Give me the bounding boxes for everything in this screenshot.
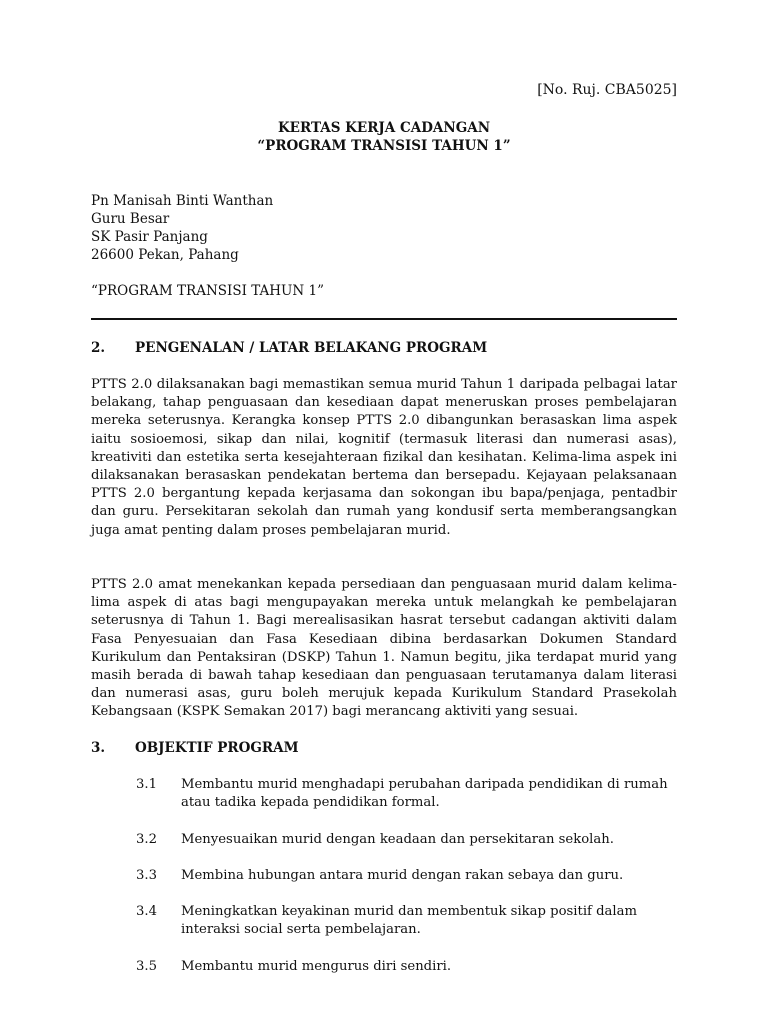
document-title [91,119,677,155]
objective-number: 3.3 [136,868,157,883]
title-line-1: KERTAS KERJA CADANGAN [277,120,491,136]
objective-number: 3.2 [136,832,157,847]
objective-item [136,831,677,849]
objective-text: Meningkatkan keyakinan murid dan membentuk sikap positif dalam interaksi social serta pembelajaran. [181,904,637,937]
recipient-address [91,192,273,264]
recipient-name: Pn Manisah Binti Wanthan [91,193,274,209]
objective-item [136,958,677,976]
horizontal-rule [91,318,677,320]
section-3-title: OBJEKTIF PROGRAM [135,740,299,756]
recipient-position: Guru Besar [91,211,170,227]
section-2-paragraph-1: PTTS 2.0 dilaksanakan bagi memastikan semua murid Tahun 1 daripada pelbagai latar belakang, tahap penguasaan dan kesediaan dapat meneruskan proses pembelajaran mereka seterusnya. Kerangka konsep PTTS 2.0 dibangunkan berasaskan lima aspek iaitu sosioemosi, sikap dan nilai, kognitif (termasuk literasi dan numerasi asas), kreativiti dan estetika serta kesejahteraan fizikal dan kesihatan. Kelima-lima aspek ini dilaksanakan berasaskan pendekatan bertema dan bersepadu. Kejayaan pelaksanaan PTTS 2.0 bergantung kepada kerjasama dan sokongan ibu bapa/penjaga, pentadbir dan guru. Persekitaran sekolah dan rumah yang kondusif serta memberangsangkan juga amat penting dalam proses pembelajaran murid. [91,377,677,538]
objective-number: 3.5 [136,959,157,974]
objective-text: Membantu murid mengurus diri sendiri. [181,959,452,974]
objective-text: Membantu murid menghadapi perubahan daripada pendidikan di rumah atau tadika kepada pendidikan formal. [181,777,668,810]
objective-text: Membina hubungan antara murid dengan rakan sebaya dan guru. [181,868,624,883]
objective-item [136,867,677,885]
objective-text: Menyesuaikan murid dengan keadaan dan persekitaran sekolah. [181,832,614,847]
section-2-heading [91,340,487,356]
section-2-number: 2. [91,340,106,356]
objective-item [136,903,677,939]
section-3-number: 3. [91,740,106,756]
objective-item [136,776,677,812]
recipient-postal-address: 26600 Pekan, Pahang [91,247,239,263]
objective-number: 3.4 [136,904,157,919]
reference-number: [No. Ruj. CBA5025] [537,82,677,98]
recipient-school: SK Pasir Panjang [91,229,208,245]
objective-number: 3.1 [136,777,157,792]
section-2-title: PENGENALAN / LATAR BELAKANG PROGRAM [135,340,488,356]
program-name: “PROGRAM TRANSISI TAHUN 1” [91,283,324,299]
section-3-heading [91,740,299,756]
section-2-paragraph-2: PTTS 2.0 amat menekankan kepada persediaan dan penguasaan murid dalam kelima-lima aspek di atas bagi mengupayakan mereka untuk melangkah ke pembelajaran seterusnya di Tahun 1. Bagi merealisasikan hasrat tersebut cadangan aktiviti dalam Fasa Penyesuaian dan Fasa Kesediaan dibina berdasarkan Dokumen Standard Kurikulum dan Pentaksiran (DSKP) Tahun 1. Namun begitu, jika terdapat murid yang masih berada di bawah tahap kesediaan dan penguasaan terutamanya dalam literasi dan numerasi asas, guru boleh merujuk kepada Kurikulum Standard Prasekolah Kebangsaan (KSPK Semakan 2017) bagi merancang aktiviti yang sesuai. [91,577,677,720]
title-line-2: “PROGRAM TRANSISI TAHUN 1” [257,138,511,154]
